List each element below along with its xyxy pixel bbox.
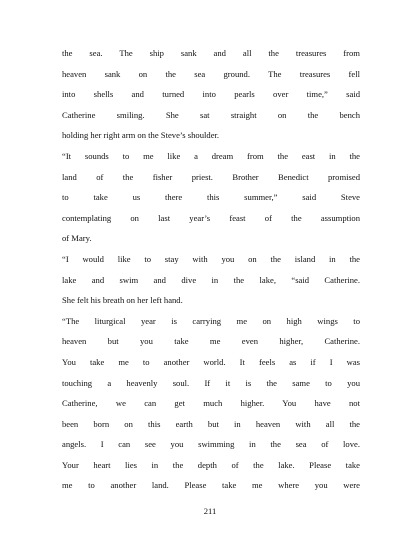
text-line: She felt his breath on her left hand.: [62, 295, 183, 306]
text-line: lake and swim and dive in the lake, “said Catherine.: [62, 274, 360, 285]
text-line: of Mary.: [62, 233, 92, 244]
text-line: contemplating on last year’s feast of the assumption: [62, 212, 360, 223]
text-line: into shells and turned into pearls over time,” said: [62, 89, 360, 100]
text-line: the sea. The ship sank and all the treasures from: [62, 48, 360, 58]
text-line: been born on this earth but in heaven with all the: [62, 418, 360, 429]
text-line: heaven sank on the sea ground. The treasures fell: [62, 68, 360, 79]
text-line: Your heart lies in the depth of the lake. Please take: [62, 459, 360, 470]
text-line: Catherine, we can get much higher. You have not: [62, 398, 360, 409]
text-line: angels. I can see you swimming in the sea of love.: [62, 439, 360, 450]
body-text: [62, 43, 360, 496]
text-line: to take us there this summer,” said Steve: [62, 192, 360, 203]
text-line: “The liturgical year is carrying me on high wings to: [62, 315, 360, 326]
text-line: holding her right arm on the Steve’s shoulder.: [62, 130, 220, 141]
text-line: touching a heavenly soul. If it is the same to you: [62, 377, 360, 388]
text-line: land of the fisher priest. Brother Benedict promised: [62, 171, 360, 182]
text-line: Catherine smiling. She sat straight on the bench: [62, 109, 360, 120]
text-line: heaven but you take me even higher, Catherine.: [62, 336, 360, 347]
text-line: “I would like to stay with you on the island in the: [62, 253, 360, 264]
text-line: me to another land. Please take me where you were: [62, 480, 360, 491]
page-number: 211: [203, 506, 217, 516]
text-line: You take me to another world. It feels as if I was: [62, 356, 360, 367]
text-line: “It sounds to me like a dream from the east in the: [62, 150, 360, 161]
